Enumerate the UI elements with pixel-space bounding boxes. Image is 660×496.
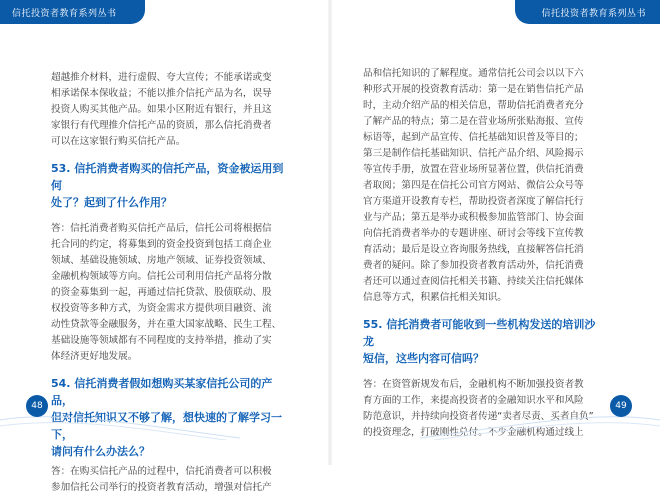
question-54-title-line: 54. 信托消费者假如想购买某家信托公司的产品， [51, 377, 273, 407]
answer-53-line: 金融机构领域等方向。信托公司利用信托产品将分散 [51, 271, 272, 282]
question-55-title-line: 短信，这些内容可信吗？ [363, 352, 484, 365]
series-title-right: 信托投资者教育系列丛书 [541, 9, 646, 19]
answer-54-line: 参加信托公司举行的投资者教育活动，增强对信托产 [51, 482, 272, 493]
intro-line: 超越推介材料，进行虚假、夸大宣传；不能承诺或变 [51, 72, 272, 83]
answer-53-line: 答：信托消费者购买信托产品后，信托公司将根据信 [51, 223, 272, 234]
book-gutter [328, 0, 332, 465]
answer-53-line: 托合同的约定，将募集到的资金投资到包括工商企业 [51, 239, 272, 250]
question-54-title-line: 但对信托知识又不够了解，想快速的了解学习一下， [51, 411, 282, 441]
header-band-right [515, 0, 660, 24]
answer-53-line: 动性贷款等金融服务，并在重大国家战略、民生工程、 [51, 319, 282, 330]
continued-line: 时，主动介绍产品的相关信息，帮助信托消费者充分 [363, 100, 584, 111]
page-number-left: 48 [26, 395, 48, 417]
answer-53-line: 权投资等多种方式，为资金需求方提供项目融资、流 [51, 303, 272, 314]
series-title-left: 信托投资者教育系列丛书 [12, 9, 117, 19]
continued-line: 费者的疑问。除了参加投资者教育活动外，信托消费 [363, 260, 584, 271]
header-band-left [0, 0, 145, 24]
intro-line: 相承诺保本保收益；不能以推介信托产品为名，误导 [51, 88, 272, 99]
continued-line: 等宣传手册，放置在营业场所显著位置，供信托消费 [363, 164, 584, 175]
answer-55-line: 答：在资管新规发布后，金融机构不断加强投资者教 [363, 379, 584, 390]
continued-line: 者还可以通过查阅信托相关书籍、持续关注信托媒体 [363, 276, 584, 287]
continued-line: 官方渠道开设教育专栏，帮助投资者深度了解信托行 [363, 196, 584, 207]
continued-line: 向信托消费者举办的专题讲座、研讨会等线下宣传教 [363, 228, 584, 239]
intro-line: 投资人购买其他产品。如果小区附近有银行，并且这 [51, 104, 272, 115]
answer-55-line: 育方面的工作，来提高投资者的金融知识水平和风险 [363, 395, 584, 406]
page-number-right: 49 [610, 395, 632, 417]
intro-line: 家银行有代理推介信托产品的资质，那么信托消费者 [51, 120, 272, 131]
continued-line: 第三是制作信托基础知识、信托产品介绍、风险揭示 [363, 148, 584, 159]
continued-line: 标语等，起到产品宣传、信托基础知识普及等目的； [363, 132, 584, 143]
continued-line: 者取阅；第四是在信托公司官方网站、微信公众号等 [363, 180, 584, 191]
continued-line: 育活动；最后是设立咨询服务热线，直接解答信托消 [363, 244, 584, 255]
answer-53-line: 领域、基础设施领域、房地产领域、证券投资领域、 [51, 255, 272, 266]
answer-53-line: 的资金募集到一起，再通过信托贷款、股债联动、股 [51, 287, 272, 298]
continued-line: 信息等方式，积累信托相关知识。 [363, 292, 507, 303]
question-55-title-line: 55. 信托消费者可能收到一些机构发送的培训沙龙 [363, 318, 596, 348]
intro-line: 可以在这家银行购买信托产品。 [51, 136, 186, 147]
answer-53-line: 基础设施等领域都有不同程度的支持举措，推动了实 [51, 335, 272, 346]
question-53-title-line: 53. 信托消费者购买的信托产品，资金被运用到何 [51, 162, 284, 192]
answer-55-line: 的投资理念，打破刚性兑付。不少金融机构通过线上 [363, 427, 584, 438]
answer-55-line: 防范意识，并持续向投资者传递“卖者尽责、买者自负” [363, 411, 594, 422]
answer-53-line: 体经济更好地发展。 [51, 351, 138, 362]
continued-line: 了解产品的特点；第二是在营业场所张贴海报、宣传 [363, 116, 584, 127]
continued-line: 品和信托知识的了解程度。通常信托公司会以以下六 [363, 68, 584, 79]
continued-line: 种形式开展的投资教育活动：第一是在销售信托产品 [363, 84, 584, 95]
answer-54-line: 答：在购买信托产品的过程中，信托消费者可以积极 [51, 466, 272, 477]
question-53-title-line: 处了？起到了什么作用？ [51, 196, 172, 209]
question-54-title-line: 请问有什么办法么？ [51, 445, 150, 458]
continued-line: 业与产品；第五是举办或积极参加监管部门、协会面 [363, 212, 584, 223]
